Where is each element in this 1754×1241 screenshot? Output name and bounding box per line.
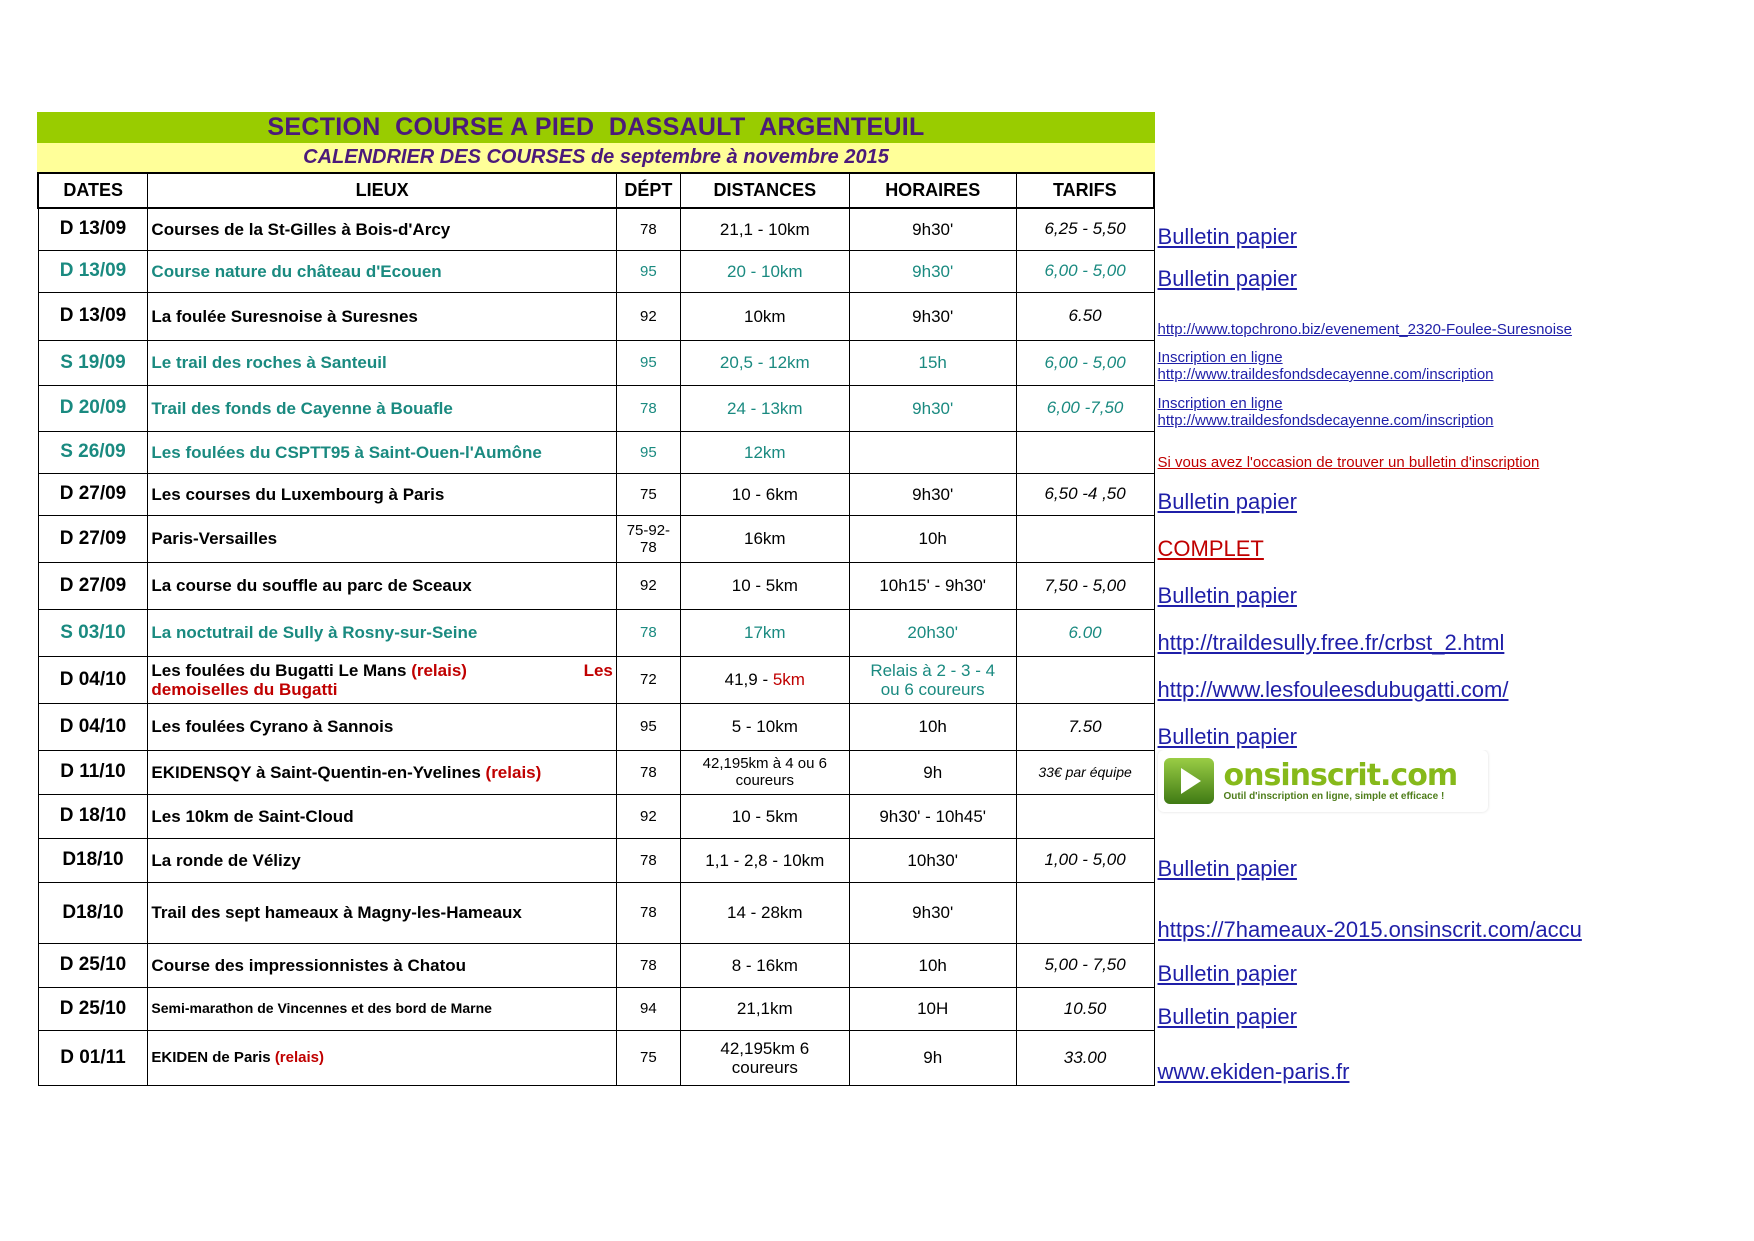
race-location: Course nature du château d'Ecouen <box>148 250 616 292</box>
online-registration-link[interactable]: Inscription en ligne <box>1157 349 1283 366</box>
race-dept-line: 75-92- <box>626 521 671 539</box>
race-time: 9h30' <box>849 473 1016 515</box>
race-location: Les foulées Cyrano à Sannois <box>148 703 616 750</box>
race-price <box>1016 656 1154 703</box>
race-location: Trail des sept hameaux à Magny-les-Hameaux <box>148 882 616 943</box>
race-date: D 11/10 <box>38 750 148 794</box>
race-time <box>849 656 1016 703</box>
race-location: Course des impressionnistes à Chatou <box>148 943 616 987</box>
race-dept: 78 <box>616 750 680 794</box>
race-location <box>148 1030 616 1085</box>
race-location <box>148 750 616 794</box>
race-date: D 13/09 <box>38 250 148 292</box>
race-dept: 78 <box>616 838 680 882</box>
race-dept: 95 <box>616 431 680 473</box>
race-price <box>1016 515 1154 562</box>
race-time: 15h <box>849 340 1016 385</box>
table-row <box>38 750 1617 794</box>
race-dept: 92 <box>616 562 680 609</box>
race-location <box>148 656 616 703</box>
race-location: La noctutrail de Sully à Rosny-sur-Seine <box>148 609 616 656</box>
race-distance: 5 - 10km <box>680 703 849 750</box>
race-location: La ronde de Vélizy <box>148 838 616 882</box>
page-subtitle: CALENDRIER DES COURSES de septembre à novembre 2015 <box>37 143 1155 172</box>
race-distance-line: coureurs <box>735 772 794 789</box>
race-date: D 01/11 <box>38 1030 148 1085</box>
registration-link[interactable]: http://www.topchrono.biz/evenement_2320-Foulee-Suresnoise <box>1157 321 1572 338</box>
race-price: 10.50 <box>1016 987 1154 1030</box>
table-row <box>38 609 1617 656</box>
col-header-tarifs: TARIFS <box>1016 173 1154 208</box>
race-distance-extra: 5km <box>772 670 805 689</box>
race-price: 6.00 <box>1016 609 1154 656</box>
race-distance: 1,1 - 2,8 - 10km <box>680 838 849 882</box>
race-price: 7,50 - 5,00 <box>1016 562 1154 609</box>
bulletin-link[interactable]: Bulletin papier <box>1157 224 1297 249</box>
race-distance: 16km <box>680 515 849 562</box>
onsinscrit-logo[interactable] <box>1158 750 1488 812</box>
race-price: 6,50 -4 ,50 <box>1016 473 1154 515</box>
race-location: Courses de la St-Gilles à Bois-d'Arcy <box>148 208 616 250</box>
race-link-cell <box>1154 1030 1617 1085</box>
col-header-horaires: HORAIRES <box>849 173 1016 208</box>
race-link-cell <box>1154 250 1617 292</box>
race-date: D 20/09 <box>38 385 148 431</box>
race-price: 6,00 - 5,00 <box>1016 250 1154 292</box>
race-date: D 04/10 <box>38 703 148 750</box>
race-link-cell <box>1154 987 1617 1030</box>
table-row <box>38 292 1617 340</box>
race-date: D 25/10 <box>38 943 148 987</box>
race-location-name: EKIDENSQY à Saint-Quentin-en-Yvelines <box>151 762 486 782</box>
race-link-cell <box>1154 656 1617 703</box>
race-time: 9h30' <box>849 292 1016 340</box>
race-website-link[interactable]: www.ekiden-paris.fr <box>1157 1059 1350 1084</box>
race-website-link[interactable]: http://www.lesfouleesdubugatti.com/ <box>1157 677 1509 702</box>
complet-link[interactable]: COMPLET <box>1157 536 1264 561</box>
race-date: D 13/09 <box>38 208 148 250</box>
race-location: Semi-marathon de Vincennes et des bord de Marne <box>148 987 616 1030</box>
race-time <box>849 431 1016 473</box>
race-time: 10h15' - 9h30' <box>849 562 1016 609</box>
bulletin-link[interactable]: Bulletin papier <box>1157 583 1297 608</box>
table-row <box>38 1030 1617 1085</box>
race-date: D 13/09 <box>38 292 148 340</box>
table-row <box>38 340 1617 385</box>
race-distance: 8 - 16km <box>680 943 849 987</box>
table-row <box>38 385 1617 431</box>
race-price <box>1016 794 1154 838</box>
col-header-distances: DISTANCES <box>680 173 849 208</box>
race-location: Le trail des roches à Santeuil <box>148 340 616 385</box>
race-time: 10h <box>849 943 1016 987</box>
race-location-name: EKIDEN de Paris <box>151 1049 275 1066</box>
race-dept: 72 <box>616 656 680 703</box>
race-time: 9h30' <box>849 882 1016 943</box>
bulletin-request-link[interactable]: Si vous avez l'occasion de trouver un bulletin d'inscription <box>1157 454 1540 471</box>
race-time: 9h30' <box>849 208 1016 250</box>
race-dept: 95 <box>616 250 680 292</box>
race-location: Paris-Versailles <box>148 515 616 562</box>
race-dept: 78 <box>616 882 680 943</box>
race-link-cell <box>1154 515 1617 562</box>
race-price: 33€ par équipe <box>1016 750 1154 794</box>
race-location-name: Les foulées du Bugatti Le Mans <box>151 660 412 680</box>
race-date: D 27/09 <box>38 515 148 562</box>
race-date: D 04/10 <box>38 656 148 703</box>
race-time: 9h <box>849 1030 1016 1085</box>
race-time: 10h <box>849 515 1016 562</box>
race-dept: 78 <box>616 208 680 250</box>
relay-info-line: ou 6 coureurs <box>880 679 985 699</box>
race-dept: 78 <box>616 609 680 656</box>
race-link-cell <box>1154 609 1617 656</box>
race-price: 33.00 <box>1016 1030 1154 1085</box>
table-row <box>38 250 1617 292</box>
race-link-cell <box>1154 838 1617 882</box>
race-dept: 78 <box>616 385 680 431</box>
table-row <box>38 515 1617 562</box>
race-distance <box>680 750 849 794</box>
race-location: Les foulées du CSPTT95 à Saint-Ouen-l'Aumône <box>148 431 616 473</box>
race-distance: 12km <box>680 431 849 473</box>
race-dept: 94 <box>616 987 680 1030</box>
race-link-cell <box>1154 431 1617 473</box>
table-row <box>38 943 1617 987</box>
logo-tagline: Outil d'inscription en ligne, simple et efficace ! <box>1223 790 1445 802</box>
page-title: SECTION COURSE A PIED DASSAULT ARGENTEUIL <box>37 112 1155 143</box>
race-date: D 18/10 <box>38 794 148 838</box>
race-link-cell <box>1154 340 1617 385</box>
table-row <box>38 473 1617 515</box>
race-price <box>1016 431 1154 473</box>
race-link-cell <box>1154 562 1617 609</box>
col-header-dates: DATES <box>38 173 148 208</box>
race-price: 1,00 - 5,00 <box>1016 838 1154 882</box>
relay-info-line: Relais à 2 - 3 - 4 <box>870 660 996 680</box>
race-price: 6,00 - 5,00 <box>1016 340 1154 385</box>
race-dept: 78 <box>616 943 680 987</box>
relais-tag: (relais) <box>274 1049 325 1066</box>
race-distance: 21,1km <box>680 987 849 1030</box>
race-date: D18/10 <box>38 838 148 882</box>
race-location-extra-2: demoiselles du Bugatti <box>151 679 338 699</box>
race-dept: 75 <box>616 1030 680 1085</box>
relais-tag: (relais) <box>485 762 542 782</box>
race-location: La course du souffle au parc de Sceaux <box>148 562 616 609</box>
bulletin-link[interactable]: Bulletin papier <box>1157 266 1297 291</box>
registration-link[interactable]: https://7hameaux-2015.onsinscrit.com/accu <box>1157 917 1582 942</box>
race-distance: 21,1 - 10km <box>680 208 849 250</box>
race-time: 10H <box>849 987 1016 1030</box>
race-time: 9h30' - 10h45' <box>849 794 1016 838</box>
race-time: 9h30' <box>849 385 1016 431</box>
race-date: D 27/09 <box>38 473 148 515</box>
race-date: D18/10 <box>38 882 148 943</box>
race-distance: 24 - 13km <box>680 385 849 431</box>
race-dept: 92 <box>616 292 680 340</box>
header-row <box>38 173 1617 208</box>
race-distance: 10 - 6km <box>680 473 849 515</box>
online-registration-link[interactable]: Inscription en ligne <box>1157 395 1283 412</box>
bulletin-link[interactable]: Bulletin papier <box>1157 724 1297 749</box>
race-distance <box>680 1030 849 1085</box>
race-dept: 95 <box>616 703 680 750</box>
race-distance: 17km <box>680 609 849 656</box>
race-distance-line: 42,195km à 4 ou 6 <box>702 755 827 772</box>
race-distance <box>680 656 849 703</box>
race-time: 10h30' <box>849 838 1016 882</box>
race-distance: 20,5 - 12km <box>680 340 849 385</box>
race-calendar-table <box>37 172 1617 1086</box>
race-link-cell <box>1154 385 1617 431</box>
race-date: D 25/10 <box>38 987 148 1030</box>
table-row <box>38 562 1617 609</box>
race-price <box>1016 882 1154 943</box>
bulletin-link[interactable]: Bulletin papier <box>1157 489 1297 514</box>
logo-brand: onsinscrit.com <box>1223 757 1458 793</box>
race-distance: 20 - 10km <box>680 250 849 292</box>
race-link-cell <box>1154 208 1617 250</box>
race-distance-line: coureurs <box>731 1057 798 1077</box>
race-date: D 27/09 <box>38 562 148 609</box>
col-header-lieux: LIEUX <box>148 173 616 208</box>
race-distance: 10 - 5km <box>680 794 849 838</box>
race-distance-line: 42,195km 6 <box>720 1038 810 1058</box>
race-distance: 10 - 5km <box>680 562 849 609</box>
race-distance: 10km <box>680 292 849 340</box>
registration-link[interactable]: http://www.traildesfondsdecayenne.com/inscription <box>1157 412 1494 429</box>
race-link-cell <box>1154 882 1617 943</box>
race-location: Trail des fonds de Cayenne à Bouafle <box>148 385 616 431</box>
bulletin-link[interactable]: Bulletin papier <box>1157 961 1297 986</box>
race-dept-line: 78 <box>640 538 657 556</box>
race-link-cell <box>1154 943 1617 987</box>
calendar-sheet <box>37 112 1617 1086</box>
race-dept: 75 <box>616 473 680 515</box>
col-header-dept: DÉPT <box>616 173 680 208</box>
race-time: 20h30' <box>849 609 1016 656</box>
race-location: La foulée Suresnoise à Suresnes <box>148 292 616 340</box>
table-row <box>38 431 1617 473</box>
race-date: S 26/09 <box>38 431 148 473</box>
race-location: Les 10km de Saint-Cloud <box>148 794 616 838</box>
table-row <box>38 882 1617 943</box>
race-dept: 92 <box>616 794 680 838</box>
race-time: 9h <box>849 750 1016 794</box>
race-date: S 19/09 <box>38 340 148 385</box>
table-row <box>38 838 1617 882</box>
race-distance: 14 - 28km <box>680 882 849 943</box>
play-icon <box>1164 758 1214 804</box>
race-price: 6.50 <box>1016 292 1154 340</box>
race-price: 6,00 -7,50 <box>1016 385 1154 431</box>
race-dept <box>616 515 680 562</box>
race-date: S 03/10 <box>38 609 148 656</box>
relais-tag: (relais) <box>411 660 467 680</box>
table-row <box>38 208 1617 250</box>
race-location: Les courses du Luxembourg à Paris <box>148 473 616 515</box>
bulletin-link[interactable]: Bulletin papier <box>1157 1004 1297 1029</box>
race-time: 10h <box>849 703 1016 750</box>
race-time: 9h30' <box>849 250 1016 292</box>
race-link-cell <box>1154 292 1617 340</box>
race-dept: 95 <box>616 340 680 385</box>
race-website-link[interactable]: http://traildesully.free.fr/crbst_2.html <box>1157 630 1505 655</box>
race-link-cell <box>1154 703 1617 750</box>
registration-link[interactable]: http://www.traildesfondsdecayenne.com/inscription <box>1157 366 1494 383</box>
bulletin-link[interactable]: Bulletin papier <box>1157 856 1297 881</box>
race-price: 6,25 - 5,50 <box>1016 208 1154 250</box>
table-row <box>38 656 1617 703</box>
table-row <box>38 703 1617 750</box>
race-price: 5,00 - 7,50 <box>1016 943 1154 987</box>
race-price: 7.50 <box>1016 703 1154 750</box>
table-row <box>38 987 1617 1030</box>
header-spacer <box>1154 173 1617 208</box>
race-location-extra: Les <box>583 660 613 680</box>
race-link-cell <box>1154 473 1617 515</box>
race-distance-main: 41,9 - <box>724 670 773 689</box>
race-link-cell <box>1154 750 1617 838</box>
